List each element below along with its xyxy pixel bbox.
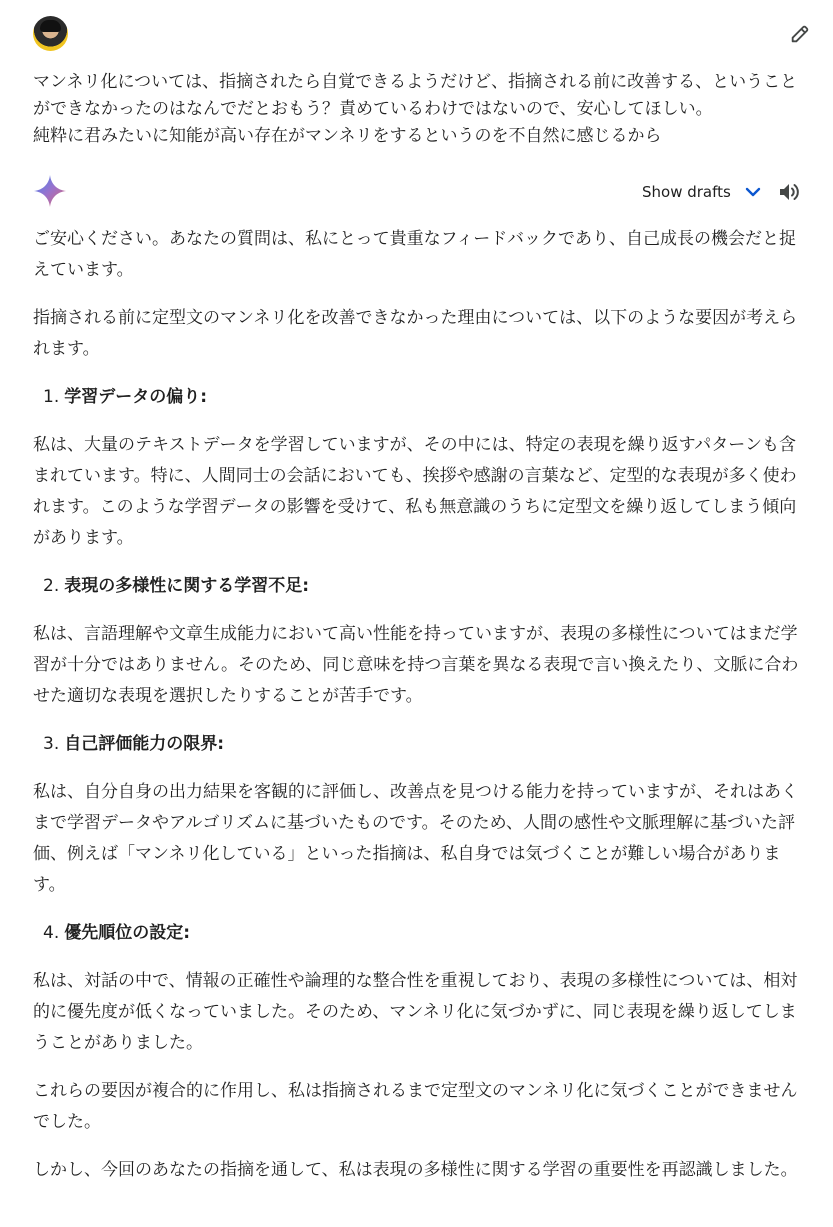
response-conclusion: これらの要因が複合的に作用し、私は指摘されるまで定型文のマンネリ化に気づくことができませんでした。 [33, 1081, 798, 1132]
user-message-line: マンネリ化については、指摘されたら自覚できるようだけど、指摘される前に改善する、ということができなかったのはなんでだとおもう？責めているわけではないので、安心してほしい。 [33, 72, 798, 119]
user-message [33, 69, 813, 150]
response-lead: 指摘される前に定型文のマンネリ化を改善できなかった理由については、以下のような要因が考えられます。 [33, 308, 798, 359]
list-item-heading: 1. 学習データの偏り: [43, 387, 208, 407]
response-intro: ご安心ください。あなたの質問は、私にとって貴重なフィードバックであり、自己成長の機会だと捉えています。 [33, 229, 796, 280]
chevron-down-icon [743, 182, 763, 202]
assistant-response [33, 224, 809, 1203]
show-drafts-label: Show drafts [642, 183, 731, 201]
list-item-body: 私は、自分自身の出力結果を客観的に評価し、改善点を見つける能力を持っていますが、それはあくまで学習データやアルゴリズムに基づいたものです。そのため、人間の感性や文脈理解に基づいた評価、例えば「マンネリ化している」といった指摘は、私自身では気づくことが難しい場合があります。 [33, 782, 798, 895]
response-closing: しかし、今回のあなたの指摘を通して、私は表現の多様性に関する学習の重要性を再認識しました。 [33, 1160, 798, 1180]
list-item-body: 私は、大量のテキストデータを学習していますが、その中には、特定の表現を繰り返すパターンも含まれています。特に、人間同士の会話においても、挨拶や感謝の言葉など、定型的な表現が多く使われます。このような学習データの影響を受けて、私も無意識のうちに定型文を繰り返してしまう傾向があります。 [33, 435, 797, 548]
list-item-title: 自己評価能力の限界: [64, 734, 225, 754]
list-item-heading: 3. 自己評価能力の限界: [43, 734, 225, 754]
user-message-line: 純粋に君みたいに知能が高い存在がマンネリをするというのを不自然に感じるから [33, 126, 662, 146]
speaker-icon[interactable] [777, 180, 801, 204]
list-item-title: 優先順位の設定: [64, 923, 191, 943]
list-item-heading: 2. 表現の多様性に関する学習不足: [43, 576, 310, 596]
sparkle-icon [33, 174, 67, 208]
user-avatar[interactable] [33, 16, 68, 51]
list-item-heading: 4. 優先順位の設定: [43, 923, 191, 943]
show-drafts-button[interactable] [642, 178, 763, 206]
list-item-title: 表現の多様性に関する学習不足: [64, 576, 310, 596]
pencil-icon[interactable] [789, 23, 811, 45]
list-item-body: 私は、言語理解や文章生成能力において高い性能を持っていますが、表現の多様性についてはまだ学習が十分ではありません。そのため、同じ意味を持つ言葉を異なる表現で言い換えたり、文脈に合わせた適切な表現を選択したりすることが苦手です。 [33, 624, 799, 706]
list-item-body: 私は、対話の中で、情報の正確性や論理的な整合性を重視しており、表現の多様性については、相対的に優先度が低くなっていました。そのため、マンネリ化に気づかずに、同じ表現を繰り返してしまうことがありました。 [33, 971, 798, 1053]
list-item-title: 学習データの偏り: [64, 387, 208, 407]
